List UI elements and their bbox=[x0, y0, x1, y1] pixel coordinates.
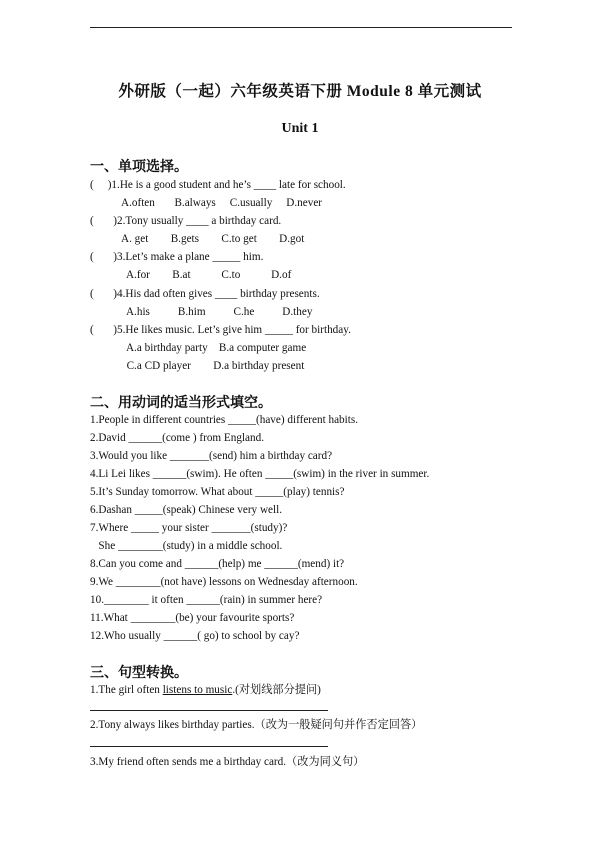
fill-blank-item: 9.We ________(not have) lessons on Wednesday afternoon. bbox=[90, 576, 358, 588]
fill-blank-item: 4.Li Lei likes ______(swim). He often _____(swim) in the river in summer. bbox=[90, 468, 430, 480]
question-stem: ( )3.Let’s make a plane _____ him. bbox=[90, 251, 264, 263]
fill-blank-item: 8.Can you come and ______(help) me ______(mend) it? bbox=[90, 558, 345, 570]
question-options: A.a birthday party B.a computer game bbox=[121, 342, 307, 354]
fill-blank-item: 1.People in different countries _____(have) different habits. bbox=[90, 414, 359, 426]
section3-heading: 三、句型转换。 bbox=[90, 665, 188, 681]
fill-blank-item: She ________(study) in a middle school. bbox=[90, 540, 283, 552]
fill-blank-item: 6.Dashan _____(speak) Chinese very well. bbox=[90, 504, 283, 516]
q1-suffix: .(对划线部分提问) bbox=[232, 684, 321, 696]
document-title: 外研版（一起）六年级英语下册 Module 8 单元测试 bbox=[118, 83, 482, 100]
unit-title: Unit 1 bbox=[281, 121, 319, 136]
fill-blank-item: 7.Where _____ your sister _______(study)? bbox=[90, 522, 288, 534]
fill-blank-item: 2.David ______(come ) from England. bbox=[90, 432, 264, 444]
question-stem: ( )2.Tony usually ____ a birthday card. bbox=[90, 215, 282, 227]
transform-question-2: 2.Tony always likes birthday parties.（改为一般疑问句并作否定回答） bbox=[90, 719, 423, 731]
fill-blank-item: 11.What ________(be) your favourite sports? bbox=[90, 612, 295, 624]
question-stem: ( )4.His dad often gives ____ birthday presents. bbox=[90, 288, 320, 300]
fill-blank-item: 5.It’s Sunday tomorrow. What about _____(play) tennis? bbox=[90, 486, 345, 498]
question-stem: ( )1.He is a good student and he’s ____ late for school. bbox=[90, 179, 346, 191]
section2-heading: 二、用动词的适当形式填空。 bbox=[90, 395, 272, 411]
section1-heading: 一、单项选择。 bbox=[90, 159, 188, 175]
fill-blank-item: 12.Who usually ______( go) to school by cay? bbox=[90, 630, 300, 642]
question-options: A.often B.always C.usually D.never bbox=[121, 197, 323, 209]
q1-prefix: 1.The girl often bbox=[90, 684, 163, 696]
fill-blank-item: 10.________ it often ______(rain) in summer here? bbox=[90, 594, 323, 606]
top-rule bbox=[90, 27, 512, 28]
question-options: A. get B.gets C.to get D.got bbox=[121, 233, 305, 245]
transform-question-3: 3.My friend often sends me a birthday card.（改为同义句） bbox=[90, 756, 365, 768]
transform-question-1 bbox=[90, 683, 321, 697]
fill-blank-item: 3.Would you like _______(send) him a birthday card? bbox=[90, 450, 333, 462]
answer-line bbox=[90, 746, 328, 747]
question-options: A.his B.him C.he D.they bbox=[121, 306, 313, 318]
question-options: C.a CD player D.a birthday present bbox=[121, 360, 305, 372]
q1-underlined: listens to music bbox=[162, 684, 233, 696]
answer-line bbox=[90, 710, 328, 711]
question-options: A.for B.at C.to D.of bbox=[121, 269, 292, 281]
question-stem: ( )5.He likes music. Let’s give him _____ for birthday. bbox=[90, 324, 351, 336]
